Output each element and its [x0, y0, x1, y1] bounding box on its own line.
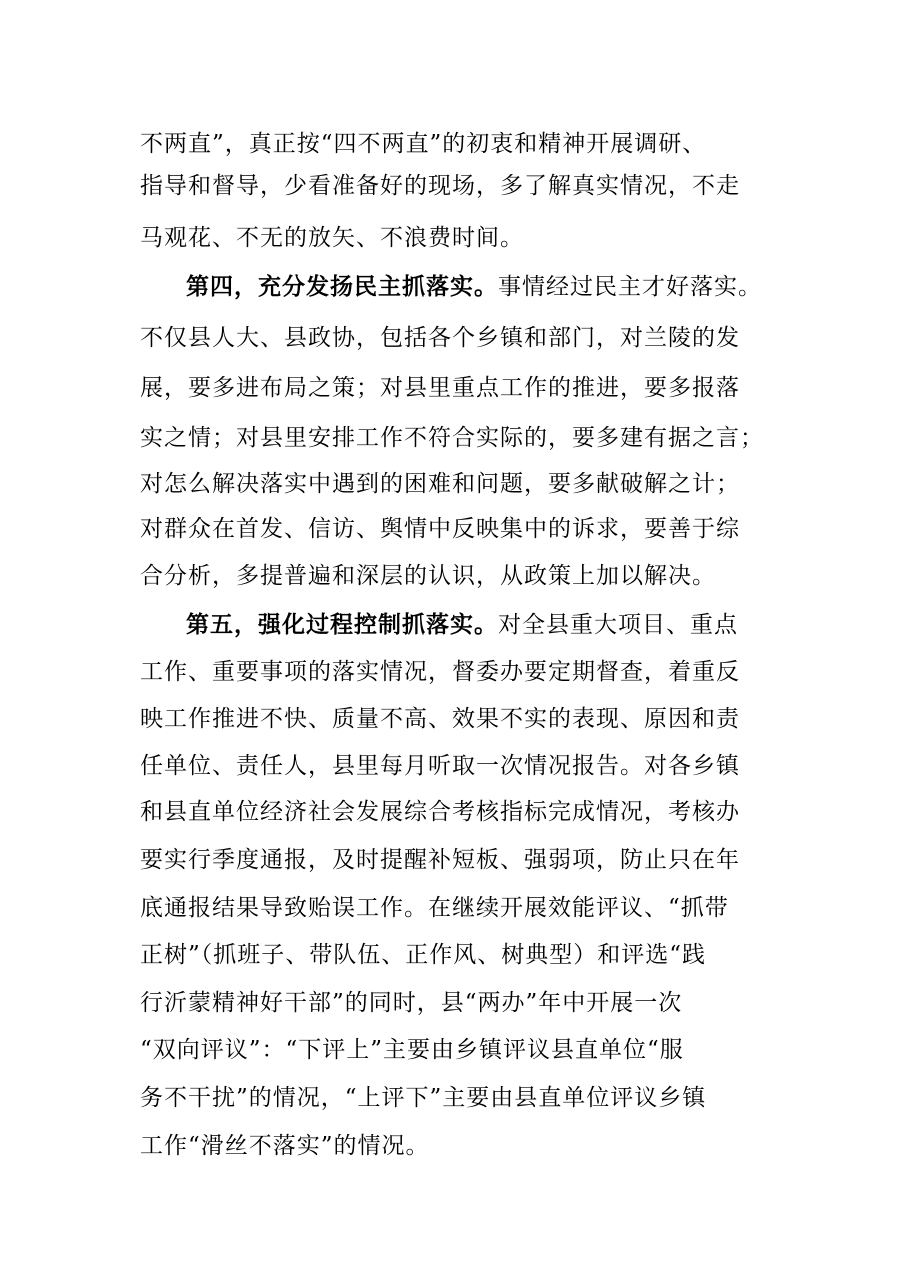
line-text: 展，要多进布局之策；对县里重点工作的推进，要多报落: [140, 375, 740, 401]
section-heading-5: 第五，强化过程控制抓落实。: [186, 612, 498, 638]
text-line: [140, 464, 740, 504]
text-line: [140, 746, 740, 786]
paragraph-heading-line: [186, 267, 762, 307]
line-text: 底通报结果导致贻误工作。在继续开展效能评议、“抓带: [140, 895, 729, 921]
text-line: [140, 792, 740, 832]
line-text: 对全县重大项目、重点: [498, 612, 738, 638]
text-line: [140, 124, 706, 164]
text-line: [140, 983, 682, 1023]
section-heading-4: 第四，充分发扬民主抓落实。: [186, 274, 498, 300]
text-line: [140, 318, 740, 358]
text-line: [140, 652, 740, 692]
line-text: 不仅县人大、县政协，包括各个乡镇和部门，对兰陵的发: [140, 325, 740, 351]
line-text: 实之情；对县里安排工作不符合实际的，要多建有据之言；: [140, 425, 764, 451]
line-text: 马观花、不无的放矢、不浪费时间。: [140, 225, 524, 251]
text-line: [140, 166, 740, 206]
text-line: [140, 368, 740, 408]
line-text: 指导和督导，少看准备好的现场，多了解真实情况，不走: [140, 173, 740, 199]
text-line: [140, 218, 524, 258]
line-text: 工作“滑丝不落实”的情况。: [140, 1133, 430, 1159]
text-line: [140, 1078, 706, 1118]
line-text: 要实行季度通报，及时提醒补短板、强弱项，防止只在年: [140, 847, 740, 873]
text-line: [140, 840, 740, 880]
paragraph-heading-line: [186, 605, 738, 645]
text-line: [140, 888, 729, 928]
line-text: 不两直”，真正按“四不两直”的初衷和精神开展调研、: [140, 131, 707, 157]
line-text: “双向评议”：“下评上”主要由乡镇评议县直单位“服: [140, 1037, 684, 1063]
line-text: 正树”（抓班子、带队伍、正作风、树典型）和评选“践: [140, 942, 707, 968]
line-text: 工作、重要事项的落实情况，督委办要定期督查，着重反: [140, 659, 740, 685]
line-text: 事情经过民主才好落实。: [498, 274, 762, 300]
line-text: 对怎么解决落实中遇到的困难和问题，要多献破解之计；: [140, 471, 740, 497]
line-text: 任单位、责任人，县里每月听取一次情况报告。对各乡镇: [140, 753, 740, 779]
line-text: 和县直单位经济社会发展综合考核指标完成情况，考核办: [140, 799, 740, 825]
text-line: [140, 418, 764, 458]
line-text: 映工作推进不快、质量不高、效果不实的表现、原因和责: [140, 706, 740, 732]
text-line: [140, 509, 740, 549]
text-line: [140, 699, 740, 739]
text-line: [140, 1030, 684, 1070]
line-text: 务不干扰”的情况，“上评下”主要由县直单位评议乡镇: [140, 1085, 707, 1111]
line-text: 对群众在首发、信访、舆情中反映集中的诉求，要善于综: [140, 516, 740, 542]
text-line: [140, 935, 706, 975]
line-text: 行沂蒙精神好干部”的同时，县“两办”年中开展一次: [140, 990, 683, 1016]
text-line: [140, 556, 716, 596]
line-text: 合分析，多提普遍和深层的认识，从政策上加以解决。: [140, 563, 716, 589]
text-line: [140, 1126, 430, 1166]
